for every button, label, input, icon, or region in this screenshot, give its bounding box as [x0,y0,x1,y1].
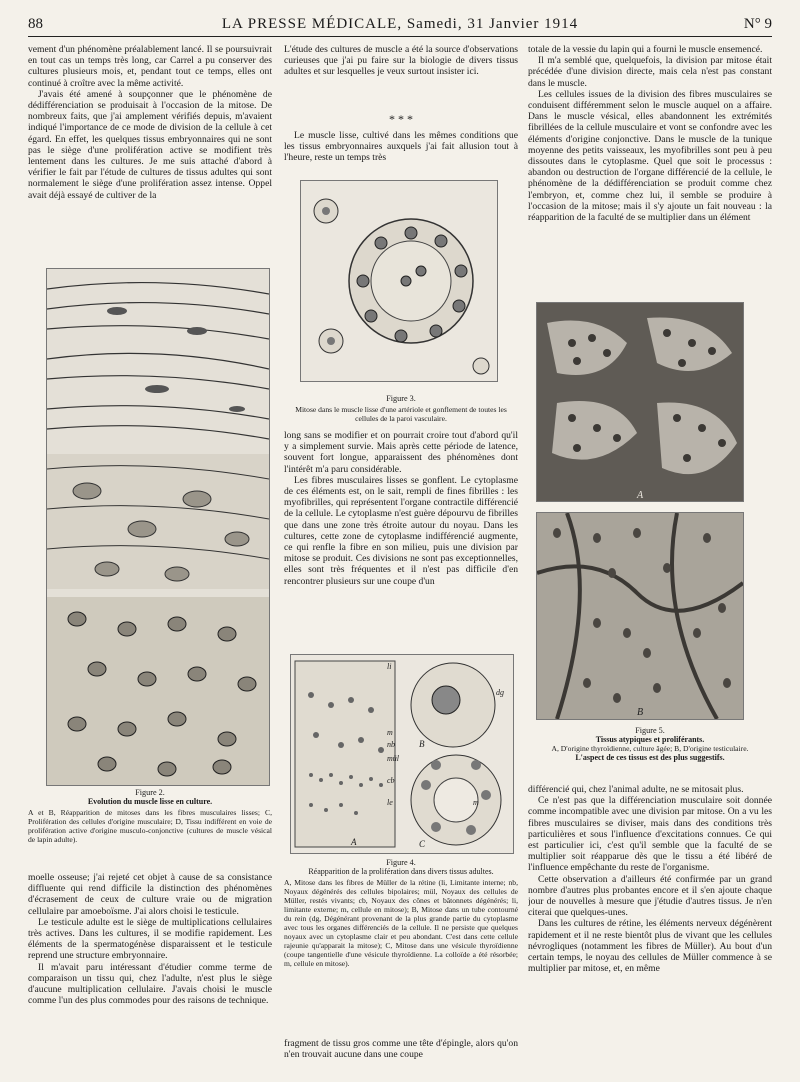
figure-title: Evolution du muscle lisse en culture. [87,797,213,806]
fig4-label-cb: cb [387,776,395,785]
figure-number: Figure 5. [635,726,665,735]
fig4-label-nb: nb [387,740,395,749]
column-1-bottom [28,872,272,1062]
figure-note: L'aspect de ces tissus est des plus suggestifs. [575,753,725,762]
paragraph: Il m'avait paru intéressant d'étudier comme terme de comparaison un tissu qui, chez l'adulte, n'est plus le siège d'aucune multiplication cellulaire. J'avais choisi le muscle comme l'un des plus commodes pour des raisons de technique. [28,961,272,1007]
figure-4-illustration [290,654,514,854]
paragraph: Le testicule adulte est le siège de multiplications cellulaires très actives. Dans les cultures, il se modifie rapidement. Les éléments de la spermatogénèse disparaissent et le testicule reprend une structure embryonnaire. [28,916,272,962]
paragraph: Les fibres musculaires lisses se gonflent. Le cytoplasme de ces éléments est, on le sait, rempli de fines fibrilles : les myofibrilles, qui représentent l'organe contractile différencié de la cellule. Le cytoplasme n'est guère dépourvu de fibrilles que dans une zone très étroite autour du noyau. Dans les cultures, cette zone de cytoplasme indifférencié augmente, ce qui renfle la fibre en son milieu, puis une division par mitose se produit. Ces divisions ne sont pas exceptionnelles, elles sont très fréquentes et il n'est pas difficile d'en rencontrer plusieurs sur une coupe d'un [284,474,518,587]
figure-5-caption [528,726,772,762]
fig4-label-m-c: m [473,798,479,807]
column-2-bottom [284,1038,518,1068]
figure-number: Figure 2. [135,788,165,797]
paragraph: vement d'un phénomène préalablement lancé. Il se poursuivrait en tout cas un temps très long, car Carrel a pu conserver des cultures plusieurs mois, et, pendant tout ce temps, elles ont continué à croître avec la même activité. [28,44,272,89]
paragraph: L'étude des cultures de muscle a été la source d'observations curieuses que j'ai pu faire sur la biologie de divers tissus adultes et sur lesquelles je veux surtout insister ici. [284,44,518,78]
figure-4-caption [284,858,518,968]
section-separator: * * * [389,112,413,126]
figure-3-illustration [300,180,498,382]
figure-description: Mitose dans le muscle lisse d'une artériole et gonflement de toutes les cellules de la paroi vasculaire. [295,405,507,423]
paragraph: Les cellules issues de la division des fibres musculaires se conduisent différemment selon le muscle auquel on a affaire. Dans le muscle vésical, elles abandonnent les extrémités fibrillées de la cellule musculaire et vont se confondre avec les éléments d'origine conjonctive. Dans le muscle de la tunique moyenne des petits vaisseaux, les myofibrilles sont peu à peu dissoutes dans le cytoplasme. Quel que soit le processus : abandon ou destruction de l'organe différencié de la cellule, le phénomène de la dédifférenciation se produit comme chez l'embryon, et, comme chez lui, il semble se produire à l'occasion de la mitose; mais il s'y ajoute un fait nouveau : la réapparition de la faculté de se multiplier dans un élément [528,88,772,224]
figure-5b-photo [536,512,744,720]
paragraph: Il m'a semblé que, quelquefois, la division par mitose était précédée d'une division directe, mais cela n'est pas constant dans le muscle. [528,55,772,89]
figure-title: Tissus atypiques et proliférants. [595,735,705,744]
fig4-label-le: le [387,798,393,807]
paragraph: Ce n'est pas que la différenciation musculaire soit donnée comme incompatible avec une division par mitose. On a vu les fibres musculaires se diviser, mais dans des conditions très particulières et sous l'influence d'excitations connues. Ce qui est particulier ici, c'est qu'il semble que la faculté de se multiplier soit réapparue dès que le tissu a été libéré de l'influence empêchante du reste de l'organisme. [528,795,772,874]
fig5-label-A: A [637,490,644,501]
column-2-mid [284,130,518,170]
paragraph: fragment de tissu gros comme une tête d'épingle, alors qu'on n'en trouvait aucune dans une coupe [284,1038,518,1061]
page-header [28,14,772,37]
figure-5a-photo [536,302,744,502]
paragraph: long sans se modifier et on pourrait croire tout d'abord qu'il y a simplement survie. Mais après cette période de latence, souvent fort longue, apparaissent des phénomènes dont l'intérêt m'a paru considérable. [284,430,518,475]
figure-description: A, Mitose dans les fibres de Müller de la rétine (li, Limitante interne; nb, Noyaux dégénérés des cellules bipolaires; mül, Noyaux des cellules de Müller, restés vivants; cb, Noyaux des cônes et bâtonnets dégénérés; li, limitante externe; m, cellule en mitose); B, Mitose dans un tube contourné du rein (dg, Dégénérant provenant de la plus grande partie du cytoplasme avec tous les organes différenciés de la cellule. Il ne persiste que quelques noyaux avec un cytoplasme clair et peu abondant. C'est dans cette cellule rajeunie qu'apparait la mitose); C, Mitose dans une vésicule thyroïdienne (coupe tangentielle d'une vésicule thyroïdienne. La colloïde a été résorbée; m, cellule en mitose). [284,878,518,968]
figure-title: Réapparition de la prolifération dans divers tissus adultes. [308,867,494,876]
paragraph: Dans les cultures de rétine, les éléments nerveux dégénèrent rapidement et il ne reste bientôt plus de vivant que les cellules névrogliques (notamment les fibres de Müller). Au bout d'un certain temps, le noyau des cellules de Müller commence à se multiplier par mitose, et, en même [528,918,772,975]
column-1-top [28,44,272,256]
paragraph: J'avais été amené à soupçonner que le phénomène de dédifférenciation se produisait à l'occasion de la mitose. De nombreux faits, que j'ai amplement vérifiés depuis, m'avaient indiqué l'importance de ce mode de division de la cellule à cet égard. En effet, les quelques tissus embryonnaires qui ne sont pas le siège d'une prolifération active se modifient très lentement dans les cultures. Je me suis attaché d'abord à vérifier le fait par l'étude de cultures de tissus adultes qui sont normalement le siège d'une prolifération assez intense. Oppel avait déjà essayé de cultiver de la [28,88,272,201]
figure-2-caption [28,788,272,844]
page-number: 88 [28,16,43,32]
paragraph: totale de la vessie du lapin qui a fourni le muscle ensemencé. [528,44,763,55]
fig4-label-B: B [419,739,425,749]
paragraph: différencié qui, chez l'animal adulte, ne se mitosait plus. [528,784,744,795]
fig4-label-A: A [351,837,357,847]
fig4-label-li: li [387,662,392,671]
column-2-body [284,430,518,648]
fig4-label-mul: mül [387,754,399,763]
journal-title: LA PRESSE MÉDICALE, Samedi, 31 Janvier 1914 [221,16,579,32]
column-3-bottom [528,784,772,1074]
figure-number: Figure 4. [386,858,416,867]
fig4-label-m: m [387,728,393,737]
figure-2-illustration [46,268,270,786]
figure-number: Figure 3. [386,394,416,403]
figure-description: A et B, Réapparition de mitoses dans les fibres musculaires lisses; C, Prolifération des cellules d'origine musculaire; D, Tissu indifférent en voie de prolifération active d'origine musculo-conjonctive (cultures de muscle vésical de lapin adulte). [28,808,272,844]
figure-subtitle: A, D'origine thyroïdienne, culture âgée; B, D'origine testiculaire. [551,744,749,753]
fig4-label-dg: dg [496,688,504,697]
paragraph: Le muscle lisse, cultivé dans les mêmes conditions que les tissus embryonnaires auxquels j'ai fait allusion tout à l'heure, reste un temps très [284,130,518,164]
paragraph: moelle osseuse; j'ai rejeté cet objet à cause de sa consistance diffluente qui rend difficile la distinction des phénomènes d'écrasement de ceux de culture vraie ou de migration cellulaire par amoeboïsme. J'ai alors choisi le testicule. [28,872,272,917]
fig5-label-B: B [637,707,644,718]
issue-number: N° 9 [743,16,772,32]
figure-3-caption [284,394,518,423]
paragraph: Cette observation a d'ailleurs été confirmée par un grand nombre d'autres plus probantes encore et il s'en ajoute chaque jour de nouvelles à mesure que j'étudie d'autres tissus. Je n'en citerai que quelques-unes. [528,873,772,919]
fig4-label-C: C [419,839,426,849]
column-2-top [284,44,518,104]
column-3-top [528,44,772,290]
